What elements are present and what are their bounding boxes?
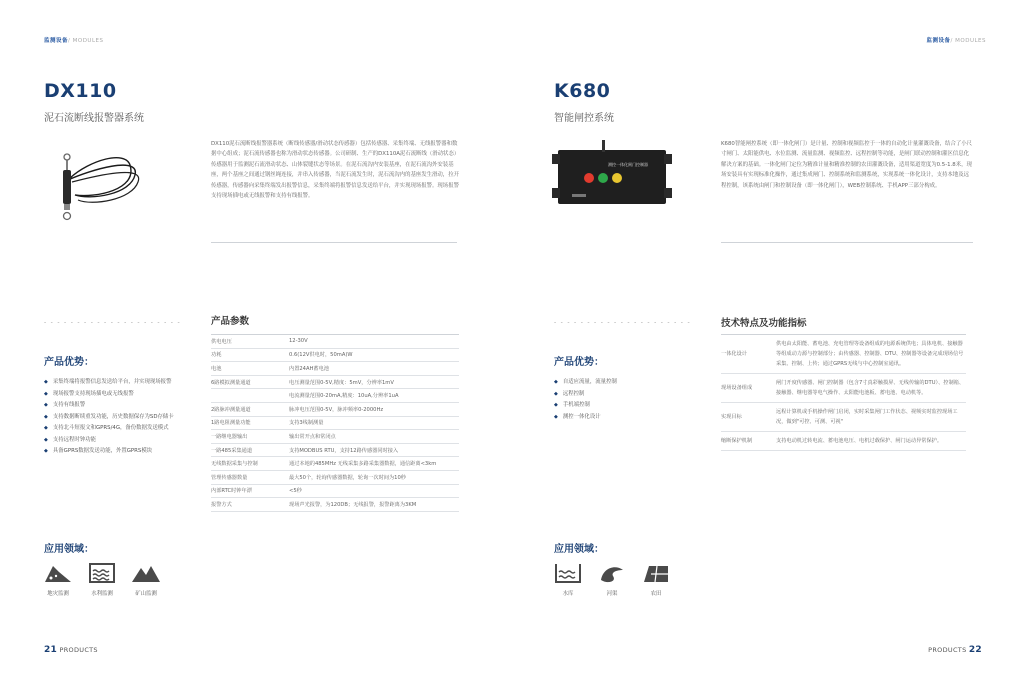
list-item: ◆ 自适应流量，流量控制 (554, 377, 704, 389)
table-row (211, 484, 459, 498)
feature-value: 闸门开度传感器、闸门控制器（包含7寸真彩触摸屏、无线传输的DTU）、控制箱、接触器、继电器等电气操作、太阳能电池板、蓄电池、电动机等。 (776, 374, 966, 403)
table-row (721, 432, 966, 451)
param-value: 输出常开点和常闭点 (289, 430, 459, 444)
page-footer: PRODUCTS 22 (928, 645, 982, 655)
params-title: 产品参数 (211, 316, 250, 327)
product-subtitle: 泥石流断线报警器系统 (44, 113, 144, 124)
params-table (211, 334, 459, 512)
param-value: 脉冲电压范围0-5V，脉冲频率0-2000Hz (289, 402, 459, 416)
divider (721, 242, 973, 243)
param-value: 最大50个，轮询传感器数据，轮询一次时间为10秒 (289, 470, 459, 484)
param-name: 6路模拟测量通道 (211, 375, 289, 389)
apps-row (36, 562, 168, 597)
feature-value: 供电由太阳能、蓄电池、充电管理等设备组成的电源系统供电；具体电机、接触器等组成动力源与控制部分；由传感器、控制器、DTU、控制器等设备完成现场信号采集、控制、上传；通过GPRS无线与中心控制室通讯。 (776, 335, 966, 374)
table-row (721, 374, 966, 403)
divider (211, 242, 457, 243)
app-item: 农田 (634, 562, 678, 597)
app-item: 地灾监测 (36, 562, 80, 597)
product-subtitle: 智能闸控系统 (554, 113, 614, 124)
landslide-icon (43, 562, 73, 584)
dashed-divider: - - - - - - - - - - - - - - - - - - - - - (554, 319, 691, 326)
apps-row (546, 562, 678, 597)
feature-name: 现场设备组成 (721, 374, 776, 403)
list-item: ◆ 具备GPRS数据发送功能，外置GPRS模块 (44, 446, 204, 458)
apps-title: 应用领域： (554, 544, 604, 555)
apps-title: 应用领域： (44, 544, 94, 555)
feature-value: 远程计算机或手机操作闸门启闭，实时采集闸门工作状态、视频实时监控现场工况，做到"可控、可测、可视" (776, 403, 966, 432)
advantages-title: 产品优势： (554, 357, 604, 368)
device-label: 测控一体化闸门控制器 (608, 162, 648, 167)
feature-name: 一体化设计 (721, 335, 776, 374)
param-name: 管理传感器数量 (211, 470, 289, 484)
table-row (211, 498, 459, 512)
param-value: 通过本地的485MHz 无线采集多路采集器数据，通信距离<3km (289, 457, 459, 471)
param-name: 1路电阻测量功能 (211, 416, 289, 430)
param-name: 内部RTC时钟年漂 (211, 484, 289, 498)
param-name: 电池 (211, 362, 289, 376)
features-table (721, 334, 966, 451)
param-name: 功耗 (211, 348, 289, 362)
list-item: ◆ 支持北斗短报文和GPRS/4G，备份数据发送模式 (44, 423, 204, 435)
list-item: ◆ 远程控制 (554, 389, 704, 401)
param-value: 内置24AH蓄电池 (289, 362, 459, 376)
product-description: DX110泥石流断线报警器系统（断线传感器/滑动状态传感器）包括传感器、采集终端、无线报警器和数据中心组成；泥石流传感器也称为滑动状态传感器。公司研制、生产的DX110A泥石流断线（滑动状态）传感器用于监测泥石流滑动状态、山体裂缝状态等场景。在泥石流沟内安装基座，在泥石流沟外安装基座，两个基座之间通过钢丝绳连接，并串入传感器，当泥石流发生时，泥石流沟内的基座发生滑动，拉开传感器，传感器向采集终端发出报警信息，采集终端将报警信息发送给平台，并实现现场报警。现场报警支持现场插电或无线报警和支持有线报警。 (211, 141, 460, 200)
table-row (211, 362, 459, 376)
water-conservancy-icon (87, 562, 117, 584)
param-name: 一路485采集通道 (211, 443, 289, 457)
feature-name: 实现目标 (721, 403, 776, 432)
page-footer: 21 PRODUCTS (44, 645, 98, 655)
list-item: ◆ 手机端控制 (554, 400, 704, 412)
page-header: 监测设备/ MODULES (926, 38, 986, 44)
app-item: 水利监测 (80, 562, 124, 597)
param-value: 0.6(12V供电时，50mA)W (289, 348, 459, 362)
param-name: 供电电压 (211, 335, 289, 349)
table-row (721, 335, 966, 374)
farmland-icon (641, 562, 671, 584)
reservoir-icon (553, 562, 583, 584)
list-item: ◆ 支持远程时钟功能 (44, 435, 204, 447)
table-row (211, 457, 459, 471)
table-row (211, 335, 459, 349)
param-name: 2路脉冲测量通道 (211, 402, 289, 416)
wire-sensor-image (50, 140, 150, 230)
param-name (211, 389, 289, 403)
table-row (211, 443, 459, 457)
app-item: 水库 (546, 562, 590, 597)
param-name: 无线数据采集与控制 (211, 457, 289, 471)
page-header: 监测设备/ MODULES (44, 38, 104, 44)
app-item: 矿山监测 (124, 562, 168, 597)
product-title: DX110 (44, 80, 117, 102)
table-row (211, 416, 459, 430)
list-item: ◆ 测控一体化设计 (554, 412, 704, 424)
list-item: ◆ 支持有线报警 (44, 400, 204, 412)
param-value: 支持3线制测量 (289, 416, 459, 430)
feature-value: 支持电动机过转电流、蓄电池电压、电机过载保护、闸门运动异常保护。 (776, 432, 966, 451)
product-title: K680 (554, 80, 611, 102)
table-row (211, 348, 459, 362)
advantages-list (554, 377, 704, 423)
param-name: 报警方式 (211, 498, 289, 512)
app-item: 河渠 (590, 562, 634, 597)
right-page (512, 0, 1024, 695)
product-description: K680智能闸控系统（即一体化闸门）是计量、控制和视频监控于一体的自动化计量灌溉设备，结合了小尺寸闸门、太阳能供电、水位监测、流量监测、视频监控、远程控制等功能，是闸门联动控制和灌区信息化解决方案的基础。一体化闸门定位为精准计量和精准控制的农田灌溉设备，适用渠道宽度为0.5-1.8米，现场安装具有实现标准化操作，通过集成闸门、控制系统和监测系统，实现系统一体化设计，支持本地及远程控制，该系统由闸门和控制设备（即一体化闸门），WEB控制系统、手机APP三部分构成。 (721, 141, 973, 189)
dashed-divider: - - - - - - - - - - - - - - - - - - - - - (44, 319, 181, 326)
feature-name: 缩断保护机制 (721, 432, 776, 451)
table-row (721, 403, 966, 432)
list-item: ◆ 支持数据断续重发功能，历史数据保存为SD存储卡 (44, 412, 204, 424)
list-item: ◆ 采集终端将报警信息发送给平台，并实现现场报警 (44, 377, 204, 389)
table-row (211, 389, 459, 403)
table-row (211, 430, 459, 444)
param-value: 支持MODBUS RTU，支持12路传感器同时接入 (289, 443, 459, 457)
table-row (211, 375, 459, 389)
gate-controller-image (552, 140, 672, 212)
param-value: 电压测量范围0-5V,精度：5mV，分辨率1mV (289, 375, 459, 389)
river-icon (597, 562, 627, 584)
param-value: 电流测量范围0-20mA,精度：10uA,分辨率1uA (289, 389, 459, 403)
mountain-icon (131, 562, 161, 584)
list-item: ◆ 现场报警支持现场插电或无线报警 (44, 389, 204, 401)
advantages-title: 产品优势： (44, 357, 94, 368)
features-title: 技术特点及功能指标 (721, 318, 807, 329)
param-value: <5秒 (289, 484, 459, 498)
param-name: 一路继电器输出 (211, 430, 289, 444)
param-value: 现场声光报警，为120DB；无线报警，报警距离为3KM (289, 498, 459, 512)
advantages-list (44, 377, 204, 458)
param-value: 12-30V (289, 335, 459, 349)
table-row (211, 470, 459, 484)
table-row (211, 402, 459, 416)
